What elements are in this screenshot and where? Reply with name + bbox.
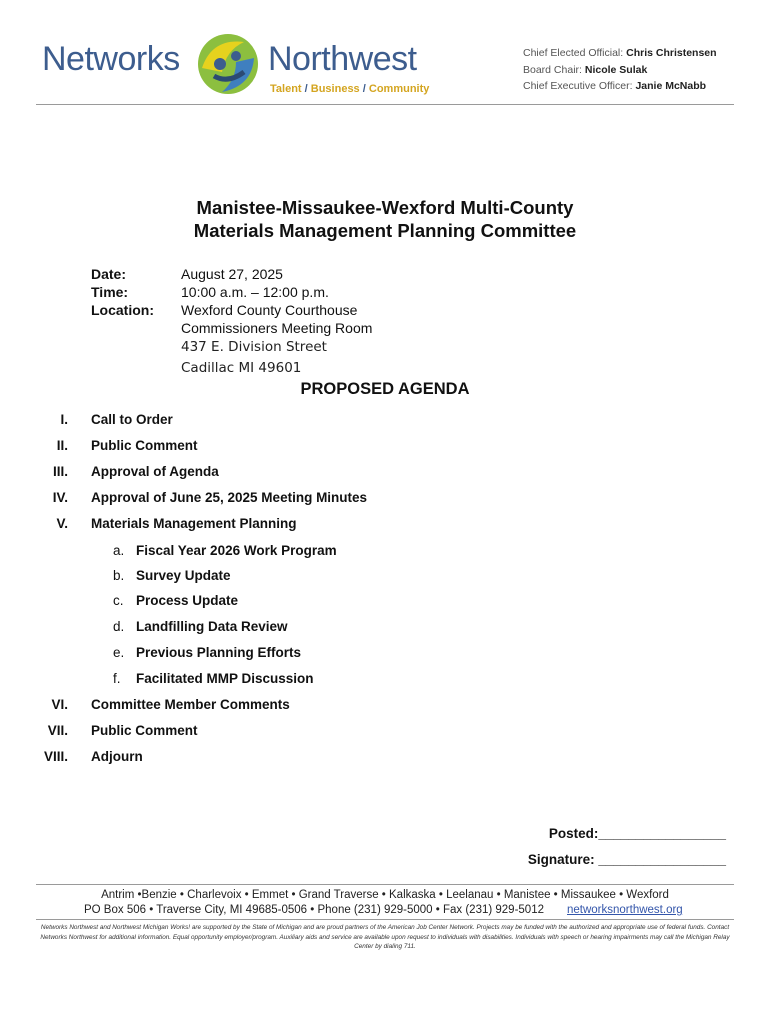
logo-networks-text: Networks — [42, 40, 180, 78]
agenda-item: Public Comment — [91, 438, 198, 453]
networks-northwest-logo-icon — [192, 28, 264, 100]
agenda-subitem: Previous Planning Efforts — [136, 645, 302, 660]
title-line-1: Manistee-Missaukee-Wexford Multi-County — [196, 197, 574, 218]
page-title — [0, 196, 770, 242]
logo-tagline — [270, 83, 429, 95]
official-name: Chris Christensen — [626, 47, 717, 59]
agenda-item: Materials Management Planning — [91, 516, 297, 531]
official-row — [523, 78, 717, 95]
location-line: Cadillac MI 49601 — [181, 360, 302, 376]
agenda-subitem: Landfilling Data Review — [136, 619, 288, 634]
official-role: Chief Elected Official: — [523, 47, 624, 59]
date-value: August 27, 2025 — [181, 266, 283, 282]
footer-disclaimer: Networks Northwest and Northwest Michigan Works! are supported by the State of Michigan and are proud partners of the American Job Center Network. Projects may be funded with the authorized and appropriate use of federal funds. Contact Networks Northwest for additional information. Equal opportunity employer/program. Auxiliary aids and service are available upon request to individuals with disabilities. Individuals with speech or hearing impairments may call the Michigan Relay Center by dialing 711. — [40, 924, 730, 950]
agenda-item-number: VIII. — [43, 749, 68, 764]
location-label: Location: — [91, 302, 154, 318]
agenda-subitem-letter: b. — [113, 568, 125, 583]
title-line-2: Materials Management Planning Committee — [193, 220, 577, 241]
agenda-item: Adjourn — [91, 749, 143, 764]
agenda-heading: PROPOSED AGENDA — [300, 380, 470, 398]
header-divider — [36, 104, 734, 105]
agenda-item-number: VII. — [47, 723, 68, 738]
agenda-item-number: I. — [60, 412, 68, 427]
logo-northwest-text: Northwest — [268, 40, 417, 78]
tagline-separator: / — [362, 83, 366, 95]
agenda-subitem: Facilitated MMP Discussion — [136, 671, 314, 686]
agenda-item-number: IV. — [52, 490, 68, 505]
agenda-subitem-letter: f. — [113, 671, 121, 686]
official-name: Janie McNabb — [635, 80, 707, 92]
agenda-item: Committee Member Comments — [91, 697, 290, 712]
footer-divider — [36, 919, 734, 920]
agenda-item: Call to Order — [91, 412, 173, 427]
tagline-talent: Talent — [270, 83, 302, 95]
location-line: Commissioners Meeting Room — [181, 320, 373, 336]
official-row — [523, 45, 717, 62]
agenda-item-number: II. — [56, 438, 68, 453]
time-value: 10:00 a.m. – 12:00 p.m. — [181, 284, 329, 300]
date-label: Date: — [91, 266, 127, 282]
agenda-item-number: V. — [56, 516, 68, 531]
agenda-subitem: Process Update — [136, 593, 239, 608]
agenda-item: Approval of Agenda — [91, 464, 219, 479]
footer-website-link[interactable]: networksnorthwest.org — [567, 904, 683, 916]
agenda-item-number: III. — [52, 464, 68, 479]
agenda-subitem-letter: c. — [113, 593, 124, 608]
agenda-subitem: Fiscal Year 2026 Work Program — [136, 543, 337, 558]
location-line: Wexford County Courthouse — [181, 302, 358, 318]
agenda-subitem-letter: e. — [113, 645, 125, 660]
agenda-subitem: Survey Update — [136, 568, 231, 583]
officials-block — [523, 45, 717, 95]
tagline-community: Community — [368, 83, 430, 95]
agenda-item: Approval of June 25, 2025 Meeting Minutes — [91, 490, 368, 505]
official-name: Nicole Sulak — [584, 63, 648, 76]
signature-line: Signature: _________________ — [527, 852, 726, 867]
official-row — [523, 62, 717, 79]
tagline-business: Business — [310, 83, 360, 95]
location-line: 437 E. Division Street — [181, 339, 327, 355]
footer-divider — [36, 884, 734, 885]
official-role: Chief Executive Officer: — [523, 80, 633, 92]
agenda-item: Public Comment — [91, 723, 198, 738]
time-label: Time: — [91, 284, 129, 300]
official-role: Board Chair: — [523, 63, 582, 76]
agenda-subitem-letter: d. — [113, 619, 125, 634]
footer-counties: Antrim •Benzie • Charlevoix • Emmet • Grand Traverse • Kalkaska • Leelanau • Manistee • Missaukee • Wexford — [101, 889, 669, 901]
footer-contact: PO Box 506 • Traverse City, MI 49685-0506 • Phone (231) 929-5000 • Fax (231) 929-5012 — [84, 904, 544, 916]
agenda-item-number: VI. — [51, 697, 68, 712]
posted-line: Posted:_________________ — [548, 826, 726, 841]
agenda-subitem-letter: a. — [113, 543, 125, 558]
tagline-separator: / — [304, 83, 308, 95]
